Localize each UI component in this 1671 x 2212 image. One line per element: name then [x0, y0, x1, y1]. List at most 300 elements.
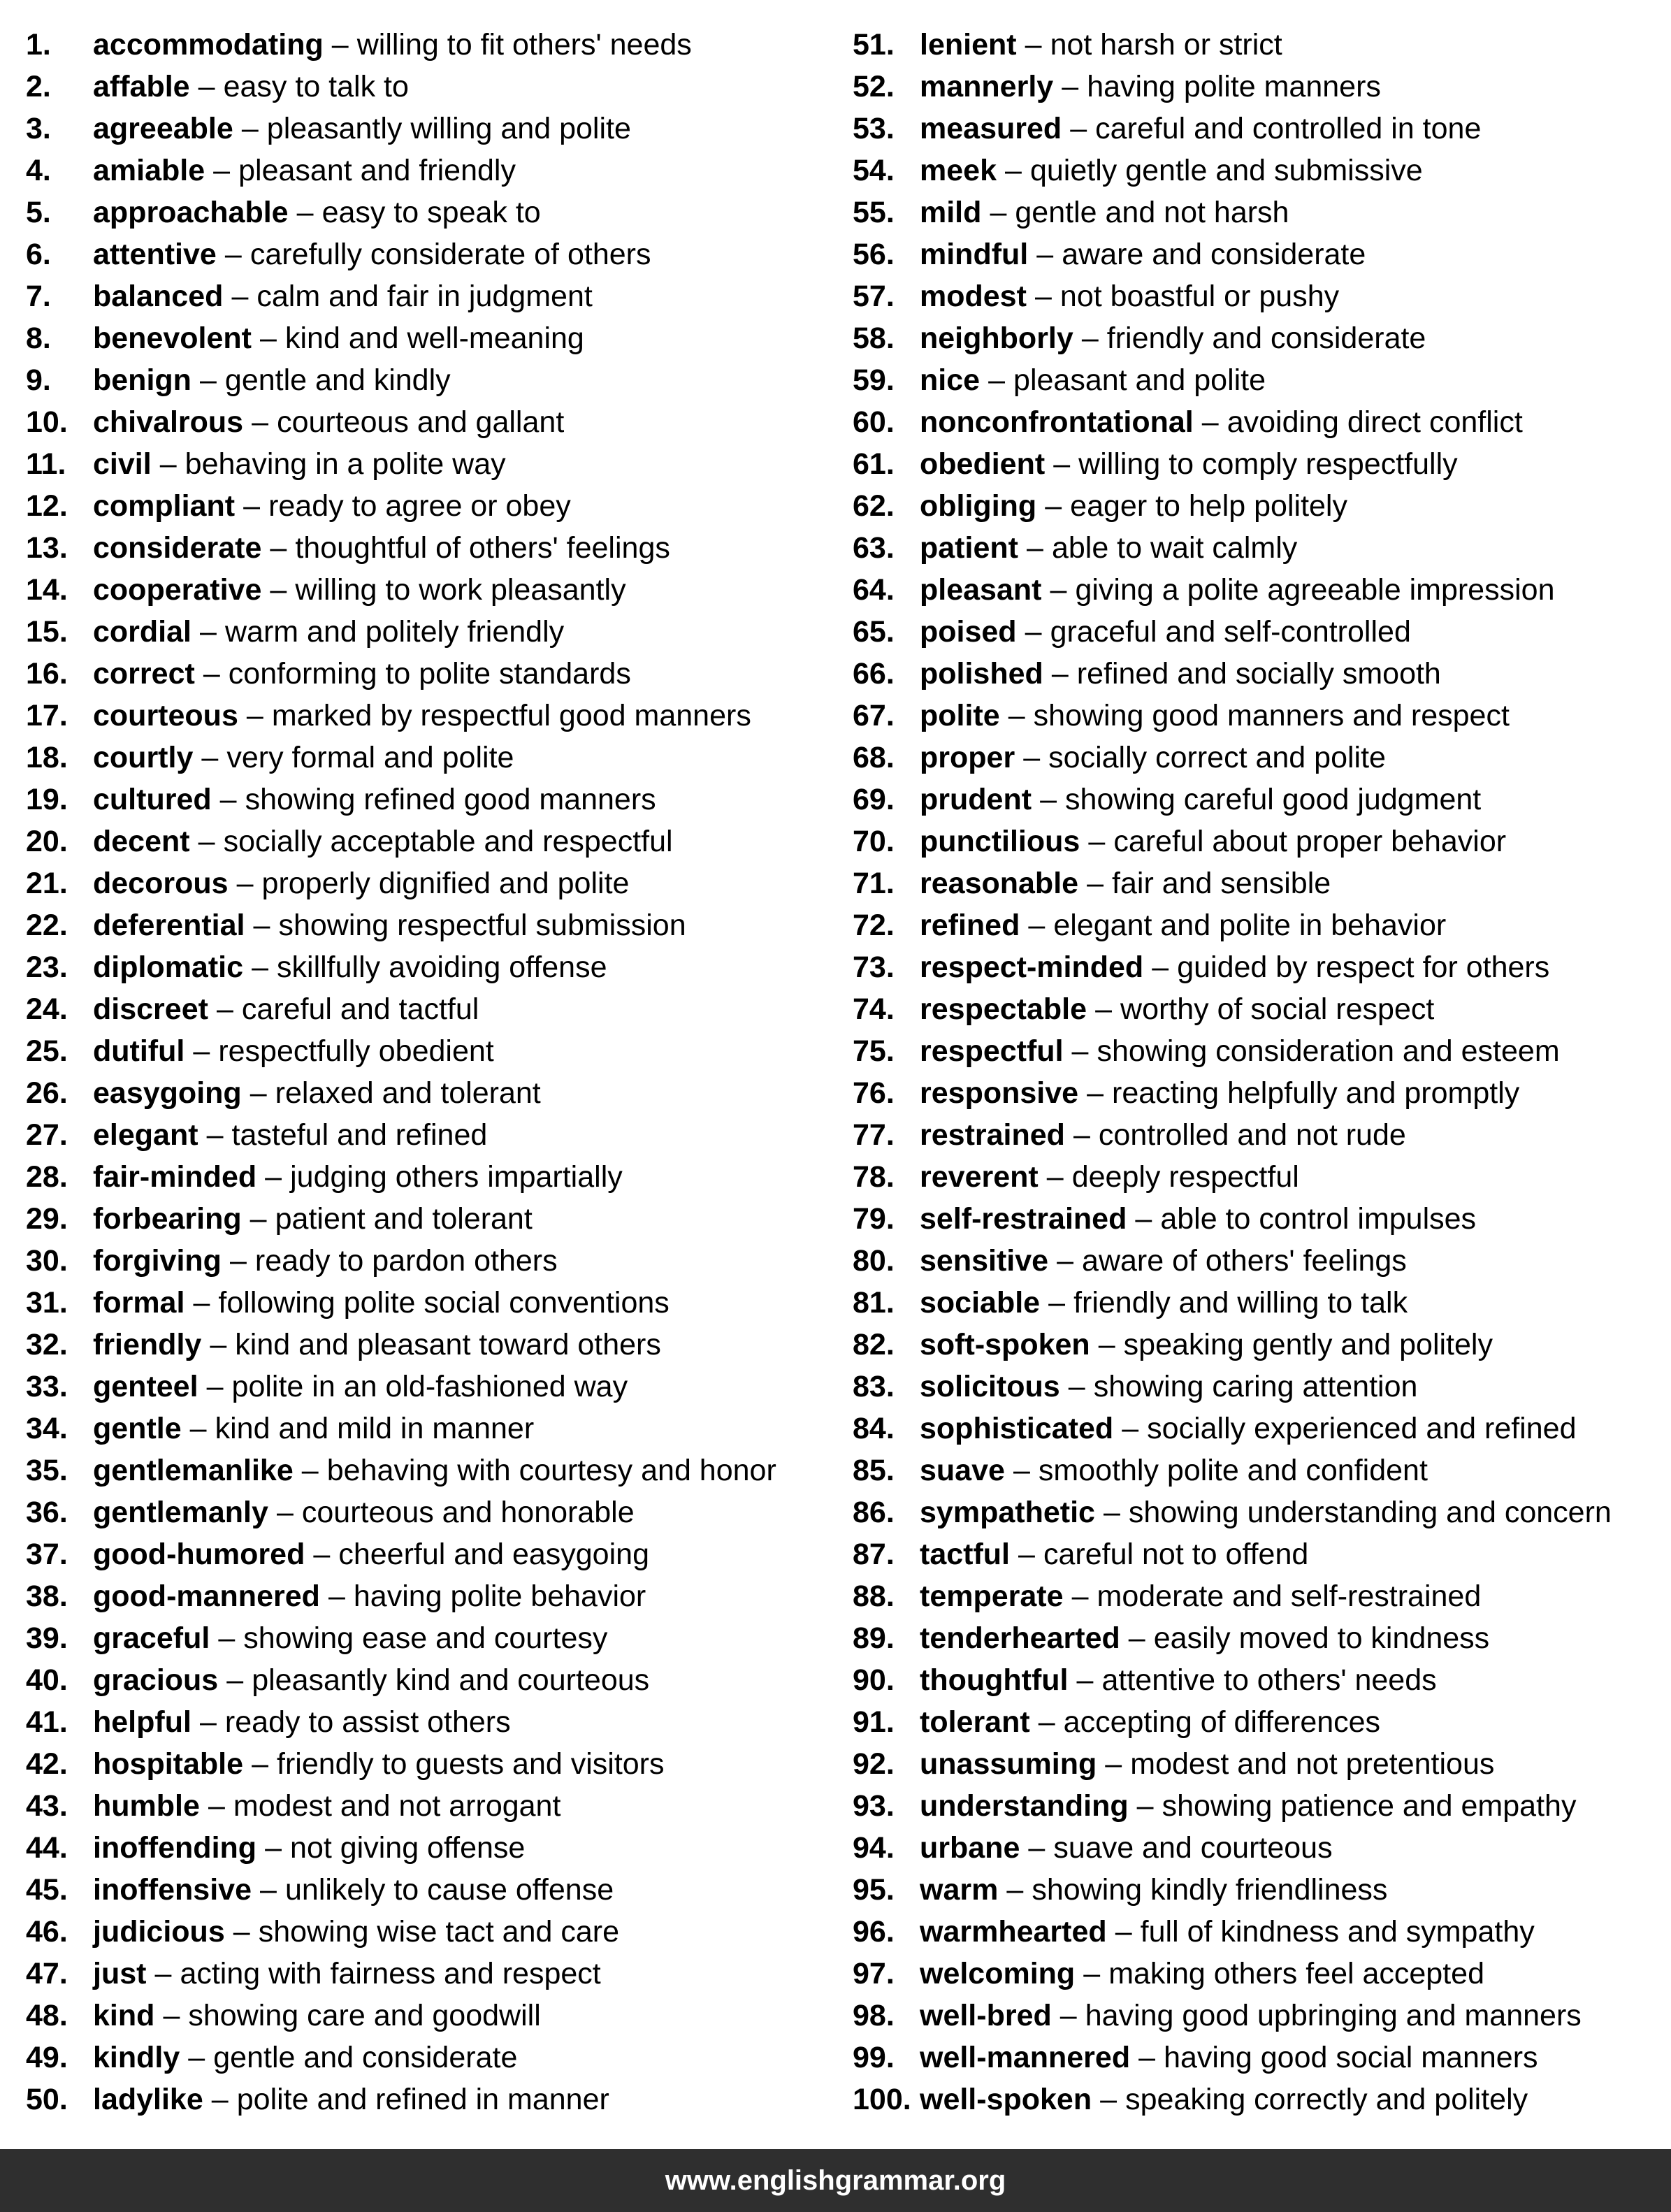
list-item [26, 1030, 830, 1072]
item-dash: – [198, 825, 215, 858]
item-dash: – [1013, 1454, 1030, 1487]
list-item [26, 821, 830, 862]
item-definition: showing patience and empathy [1162, 1789, 1577, 1823]
item-definition: fair and sensible [1112, 867, 1331, 900]
item-number: 83. [853, 1370, 895, 1403]
item-text [920, 485, 1347, 527]
item-word: hospitable [93, 1747, 244, 1781]
item-dash: – [246, 699, 263, 732]
item-word: polished [920, 657, 1043, 691]
item-definition: modest and not pretentious [1130, 1747, 1495, 1781]
list-item [853, 233, 1663, 275]
item-word: sophisticated [920, 1412, 1114, 1445]
item-text [93, 275, 593, 317]
item-word: agreeable [93, 112, 233, 145]
item-word: tolerant [920, 1705, 1030, 1739]
item-text [920, 1617, 1489, 1659]
item-word: inoffending [93, 1831, 257, 1865]
item-word: understanding [920, 1789, 1129, 1823]
list-item [26, 737, 830, 779]
item-dash: – [1005, 154, 1022, 187]
item-number: 36. [26, 1496, 68, 1529]
item-definition: full of kindness and sympathy [1140, 1915, 1535, 1949]
item-number: 10. [26, 405, 68, 439]
item-number: 42. [26, 1747, 68, 1781]
list-item [853, 1240, 1663, 1282]
list-item [853, 66, 1663, 108]
item-word: forgiving [93, 1244, 222, 1278]
item-word: good-mannered [93, 1580, 320, 1613]
item-number: 21. [26, 867, 68, 900]
item-word: mannerly [920, 70, 1054, 103]
item-number: 97. [853, 1957, 895, 1990]
item-number: 29. [26, 1202, 68, 1236]
item-text [93, 1114, 487, 1156]
item-word: thoughtful [920, 1663, 1069, 1697]
item-dash: – [1076, 1663, 1094, 1697]
list-item [853, 2079, 1663, 2120]
list-item [853, 821, 1663, 862]
item-text [93, 862, 629, 904]
list-item [853, 653, 1663, 695]
item-number: 47. [26, 1957, 68, 1990]
list-item [853, 1491, 1663, 1533]
item-text [93, 1911, 619, 1953]
item-number: 1. [26, 28, 51, 62]
item-dash: – [208, 1789, 225, 1823]
list-item [26, 150, 830, 191]
item-text [920, 2037, 1538, 2079]
item-dash: – [1083, 1957, 1101, 1990]
item-text [93, 233, 651, 275]
item-text [93, 1659, 649, 1701]
item-text [93, 1198, 533, 1240]
item-text [920, 1533, 1308, 1575]
item-word: lenient [920, 28, 1017, 62]
list-item [26, 862, 830, 904]
item-definition: ready to agree or obey [268, 489, 571, 523]
item-number: 26. [26, 1076, 68, 1110]
item-definition: showing wise tact and care [258, 1915, 619, 1949]
item-text [93, 1366, 628, 1408]
item-number: 75. [853, 1034, 895, 1068]
item-definition: having polite behavior [353, 1580, 646, 1613]
item-text [93, 1324, 661, 1366]
item-dash: – [188, 2041, 205, 2074]
item-definition: willing to fit others' needs [356, 28, 692, 62]
item-dash: – [193, 1286, 210, 1320]
list-item [853, 779, 1663, 821]
item-text [93, 2079, 609, 2120]
item-number: 31. [26, 1286, 68, 1320]
item-word: gentlemanlike [93, 1454, 294, 1487]
list-item [853, 485, 1663, 527]
item-word: cooperative [93, 573, 262, 607]
item-text [93, 1869, 614, 1911]
item-dash: – [270, 531, 287, 565]
list-item [26, 695, 830, 737]
item-text [920, 401, 1523, 443]
item-text [93, 1953, 601, 1995]
item-word: cordial [93, 615, 191, 649]
item-number: 14. [26, 573, 68, 607]
item-definition: showing care and goodwill [188, 1999, 541, 2032]
item-word: considerate [93, 531, 262, 565]
list-item [26, 611, 830, 653]
list-item [26, 317, 830, 359]
item-text [93, 1491, 635, 1533]
list-item [853, 1533, 1663, 1575]
list-item [853, 527, 1663, 569]
item-definition: deeply respectful [1071, 1160, 1299, 1194]
item-text [93, 443, 506, 485]
item-definition: showing understanding and concern [1128, 1496, 1612, 1529]
item-number: 50. [26, 2083, 68, 2116]
item-definition: quietly gentle and submissive [1029, 154, 1423, 187]
item-text [93, 1785, 560, 1827]
item-definition: showing consideration and esteem [1097, 1034, 1560, 1068]
footer-url: www.englishgrammar.org [665, 2164, 1006, 2196]
item-definition: calm and fair in judgment [256, 280, 593, 313]
item-number: 44. [26, 1831, 68, 1865]
item-definition: accepting of differences [1063, 1705, 1381, 1739]
list-item [26, 1869, 830, 1911]
list-item [26, 2079, 830, 2120]
list-item [853, 1282, 1663, 1324]
item-number: 35. [26, 1454, 68, 1487]
item-definition: kind and mild in manner [215, 1412, 535, 1445]
item-dash: – [199, 363, 217, 397]
item-dash: – [210, 1328, 227, 1361]
item-text [93, 1575, 646, 1617]
item-number: 90. [853, 1663, 895, 1697]
list-item [853, 737, 1663, 779]
item-text [920, 1827, 1333, 1869]
item-dash: – [1071, 1034, 1089, 1068]
item-dash: – [1095, 992, 1112, 1026]
item-definition: ready to assist others [224, 1705, 511, 1739]
item-dash: – [224, 238, 242, 271]
item-word: meek [920, 154, 997, 187]
item-text [93, 1408, 534, 1450]
item-number: 67. [853, 699, 895, 732]
item-definition: smoothly polite and confident [1038, 1454, 1428, 1487]
item-dash: – [1018, 1538, 1035, 1571]
item-number: 11. [26, 447, 66, 481]
item-word: warmhearted [920, 1915, 1107, 1949]
item-text [93, 1995, 541, 2037]
item-dash: – [1068, 1370, 1085, 1403]
item-text [93, 1156, 623, 1198]
item-text [93, 1030, 494, 1072]
item-text [93, 1533, 649, 1575]
list-item [26, 1617, 830, 1659]
item-text [920, 275, 1339, 317]
item-definition: friendly to guests and visitors [277, 1747, 665, 1781]
item-word: discreet [93, 992, 208, 1026]
item-text [93, 611, 564, 653]
list-item [853, 359, 1663, 401]
list-item [26, 1743, 830, 1785]
item-dash: – [1036, 238, 1054, 271]
item-definition: worthy of social respect [1120, 992, 1435, 1026]
item-word: warm [920, 1873, 999, 1907]
item-dash: – [226, 1663, 244, 1697]
item-number: 33. [26, 1370, 68, 1403]
list-item [853, 1156, 1663, 1198]
item-word: deferential [93, 909, 245, 942]
item-number: 46. [26, 1915, 68, 1949]
item-word: benign [93, 363, 191, 397]
item-word: friendly [93, 1328, 202, 1361]
item-word: tactful [920, 1538, 1010, 1571]
item-number: 37. [26, 1538, 68, 1571]
item-definition: showing ease and courtesy [243, 1621, 608, 1655]
item-word: graceful [93, 1621, 210, 1655]
item-number: 95. [853, 1873, 895, 1907]
item-number: 40. [26, 1663, 68, 1697]
item-dash: – [1081, 321, 1099, 355]
list-item [26, 988, 830, 1030]
item-number: 79. [853, 1202, 895, 1236]
list-item [853, 1114, 1663, 1156]
item-text [93, 1450, 776, 1491]
item-definition: pleasant and polite [1013, 363, 1266, 397]
item-word: ladylike [93, 2083, 203, 2116]
list-item [853, 24, 1663, 66]
item-definition: showing caring attention [1093, 1370, 1418, 1403]
list-item [26, 1408, 830, 1450]
list-item [26, 1324, 830, 1366]
item-text [93, 1743, 665, 1785]
list-item [26, 1240, 830, 1282]
item-number: 91. [853, 1705, 895, 1739]
item-dash: – [213, 154, 231, 187]
item-dash: – [252, 1747, 268, 1781]
item-number: 76. [853, 1076, 895, 1110]
item-dash: – [1038, 1705, 1055, 1739]
list-item [26, 1995, 830, 2037]
item-definition: moderate and self-restrained [1097, 1580, 1482, 1613]
item-number: 24. [26, 992, 68, 1026]
item-word: compliant [93, 489, 236, 523]
item-definition: relaxed and tolerant [275, 1076, 541, 1110]
item-dash: – [206, 1370, 224, 1403]
item-word: amiable [93, 154, 205, 187]
item-text [920, 1743, 1494, 1785]
item-dash: – [1025, 28, 1042, 62]
list-item [853, 946, 1663, 988]
item-word: soft-spoken [920, 1328, 1090, 1361]
item-definition: socially acceptable and respectful [223, 825, 673, 858]
item-text [920, 1030, 1560, 1072]
list-item [853, 275, 1663, 317]
item-definition: following polite social conventions [218, 1286, 670, 1320]
item-definition: socially correct and polite [1048, 741, 1386, 774]
item-word: balanced [93, 280, 224, 313]
item-dash: – [1103, 1496, 1120, 1529]
item-text [93, 317, 584, 359]
item-definition: judging others impartially [290, 1160, 623, 1194]
item-number: 66. [853, 657, 895, 691]
item-number: 73. [853, 950, 895, 984]
item-number: 93. [853, 1789, 895, 1823]
item-definition: gentle and not harsh [1015, 196, 1289, 229]
item-definition: polite and refined in manner [236, 2083, 609, 2116]
item-number: 74. [853, 992, 895, 1026]
item-dash: – [1025, 615, 1042, 649]
item-dash: – [331, 28, 349, 62]
list-item [26, 653, 830, 695]
item-text [920, 1282, 1408, 1324]
list-item [26, 1491, 830, 1533]
item-definition: gentle and kindly [224, 363, 451, 397]
item-word: measured [920, 112, 1062, 145]
item-dash: – [1057, 1244, 1074, 1278]
item-word: refined [920, 909, 1020, 942]
item-word: just [93, 1957, 147, 1990]
item-definition: tasteful and refined [231, 1118, 488, 1152]
item-definition: showing respectful submission [278, 909, 686, 942]
item-number: 25. [26, 1034, 68, 1068]
item-number: 52. [853, 70, 895, 103]
item-number: 6. [26, 238, 51, 271]
item-dash: – [229, 1244, 247, 1278]
item-definition: suave and courteous [1053, 1831, 1333, 1865]
item-text [93, 401, 564, 443]
item-dash: – [216, 992, 233, 1026]
list-item [853, 1743, 1663, 1785]
item-word: fair-minded [93, 1160, 257, 1194]
item-word: restrained [920, 1118, 1065, 1152]
item-word: humble [93, 1789, 200, 1823]
item-text [920, 1659, 1437, 1701]
item-definition: warm and politely friendly [224, 615, 565, 649]
item-text [920, 66, 1381, 108]
item-word: correct [93, 657, 195, 691]
item-definition: refined and socially smooth [1076, 657, 1441, 691]
item-definition: not harsh or strict [1050, 28, 1282, 62]
item-dash: – [270, 573, 287, 607]
item-dash: – [301, 1454, 319, 1487]
list-item [26, 1785, 830, 1827]
list-item [853, 1827, 1663, 1869]
item-word: easygoing [93, 1076, 242, 1110]
item-number: 61. [853, 447, 895, 481]
item-text [920, 988, 1434, 1030]
list-item [853, 1450, 1663, 1491]
item-text [93, 1617, 607, 1659]
item-word: formal [93, 1286, 185, 1320]
list-item [26, 1156, 830, 1198]
item-definition: graceful and self-controlled [1050, 615, 1411, 649]
item-dash: – [1026, 531, 1043, 565]
list-item [853, 443, 1663, 485]
item-word: pleasant [920, 573, 1042, 607]
item-text [920, 1953, 1484, 1995]
item-number: 38. [26, 1580, 68, 1613]
item-number: 84. [853, 1412, 895, 1445]
item-dash: – [211, 2083, 229, 2116]
item-word: chivalrous [93, 405, 244, 439]
item-number: 72. [853, 909, 895, 942]
item-definition: eager to help politely [1070, 489, 1347, 523]
item-number: 43. [26, 1789, 68, 1823]
item-word: modest [920, 280, 1027, 313]
item-text [920, 443, 1458, 485]
item-number: 39. [26, 1621, 68, 1655]
item-number: 71. [853, 867, 895, 900]
item-number: 34. [26, 1412, 68, 1445]
list-item [26, 485, 830, 527]
item-text [93, 653, 631, 695]
item-number: 85. [853, 1454, 895, 1487]
list-item [853, 1995, 1663, 2037]
item-word: attentive [93, 238, 217, 271]
item-number: 28. [26, 1160, 68, 1194]
item-word: sensitive [920, 1244, 1049, 1278]
item-definition: properly dignified and polite [261, 867, 630, 900]
list-item [26, 1575, 830, 1617]
item-definition: elegant and polite in behavior [1053, 909, 1447, 942]
item-word: neighborly [920, 321, 1073, 355]
item-number: 99. [853, 2041, 895, 2074]
list-item [853, 611, 1663, 653]
item-word: self-restrained [920, 1202, 1127, 1236]
item-number: 58. [853, 321, 895, 355]
item-dash: – [1105, 1747, 1122, 1781]
item-definition: having good social manners [1164, 2041, 1538, 2074]
item-number: 98. [853, 1999, 895, 2032]
item-definition: guided by respect for others [1177, 950, 1550, 984]
item-text [920, 1869, 1387, 1911]
item-dash: – [231, 280, 249, 313]
item-definition: careful and tactful [241, 992, 479, 1026]
list-item [26, 359, 830, 401]
list-item [853, 1408, 1663, 1450]
item-definition: easily moved to kindness [1153, 1621, 1490, 1655]
list-item [26, 1366, 830, 1408]
item-word: diplomatic [93, 950, 244, 984]
item-dash: – [1040, 783, 1057, 816]
item-text [920, 1701, 1380, 1743]
item-dash: – [252, 405, 269, 439]
list-item [853, 904, 1663, 946]
item-number: 69. [853, 783, 895, 816]
list-item [26, 1533, 830, 1575]
list-item [26, 1953, 830, 1995]
item-text [93, 1282, 670, 1324]
item-number: 16. [26, 657, 68, 691]
list-item [26, 1701, 830, 1743]
list-item [853, 1785, 1663, 1827]
item-word: benevolent [93, 321, 252, 355]
item-definition: careful and controlled in tone [1095, 112, 1482, 145]
item-number: 68. [853, 741, 895, 774]
item-dash: – [249, 1202, 267, 1236]
list-item [853, 1072, 1663, 1114]
item-number: 55. [853, 196, 895, 229]
item-word: responsive [920, 1076, 1079, 1110]
item-word: mild [920, 196, 982, 229]
item-text [920, 611, 1411, 653]
list-item [26, 1114, 830, 1156]
item-number: 8. [26, 321, 51, 355]
item-definition: aware and considerate [1062, 238, 1366, 271]
item-word: prudent [920, 783, 1032, 816]
item-text [93, 569, 626, 611]
item-definition: pleasantly kind and courteous [252, 1663, 650, 1697]
